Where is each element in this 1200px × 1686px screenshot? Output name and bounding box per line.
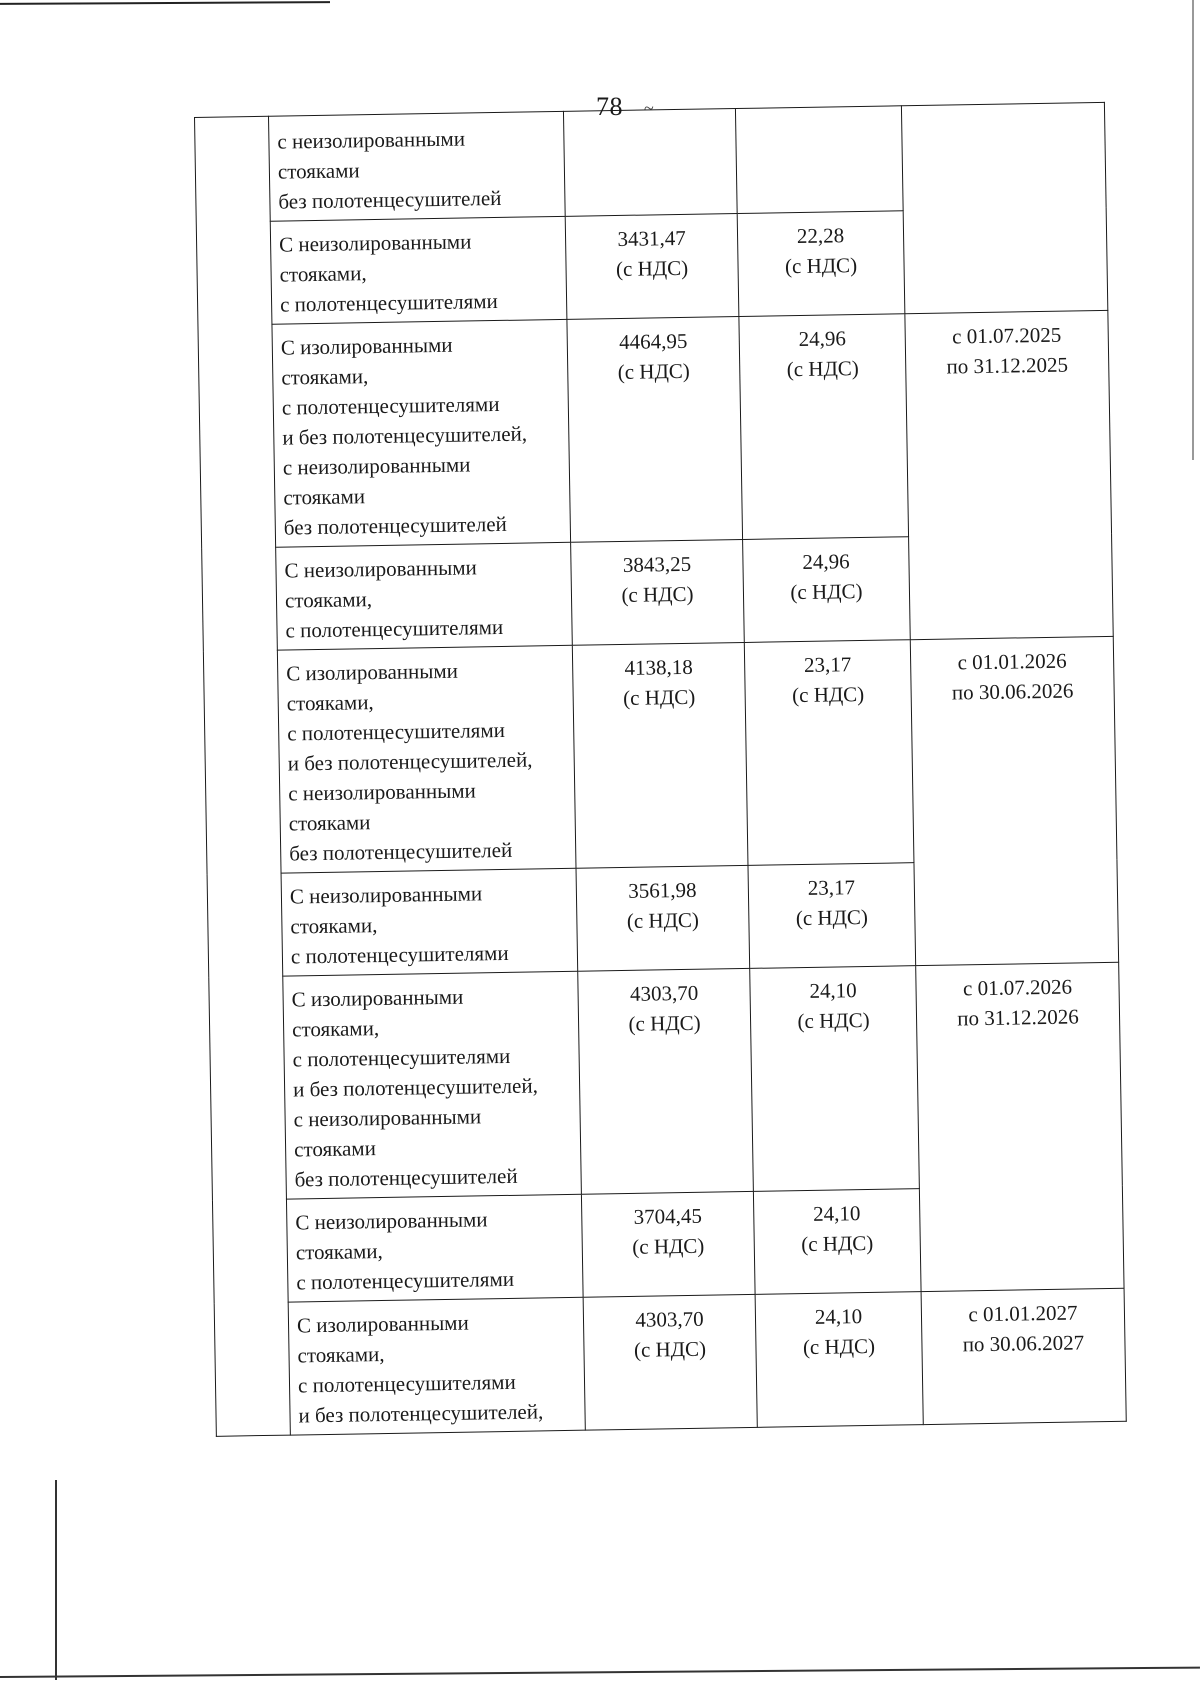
norm-cell [753, 1189, 921, 1295]
tariff-table-wrapper [194, 102, 1127, 1538]
description-line: С неизолированными [289, 881, 483, 909]
description-cell [270, 216, 567, 324]
norm-value: 24,96 [802, 549, 850, 574]
description-line: С неизолированными [278, 229, 472, 257]
description-line: С изолированными [291, 984, 464, 1012]
table-row [209, 962, 1123, 1200]
price-vat-note: (с НДС) [615, 255, 689, 282]
description-line: стояками, [297, 1342, 385, 1368]
price-value: 4303,70 [629, 980, 699, 1006]
description-line: стояками, [291, 1016, 380, 1042]
description-line: с полотенцесушителями [281, 391, 500, 420]
description-line: с неизолированными [288, 778, 476, 806]
description-line: стояками [288, 810, 371, 836]
description-cell [286, 1194, 583, 1302]
price-value [572, 117, 727, 120]
table-row [203, 636, 1117, 874]
price-cell [581, 1191, 755, 1297]
norm-value: 24,10 [809, 978, 857, 1003]
description-cell [272, 319, 571, 547]
price-vat-note [572, 117, 727, 120]
norm-vat-note: (с НДС) [784, 253, 858, 279]
norm-value: 24,96 [798, 326, 847, 352]
description-line: с полотенцесушителями [279, 288, 498, 317]
description-line: и без полотенцесушителей, [287, 747, 533, 776]
description-line: стояками, [281, 364, 369, 390]
description-cell [276, 542, 573, 650]
description-line: С изолированными [280, 332, 453, 360]
scan-edge-right [1192, 0, 1194, 460]
price-vat-note: (с НДС) [633, 1336, 707, 1362]
description-line: с полотенцесушителями [285, 614, 504, 643]
description-line: с неизолированными [293, 1104, 482, 1132]
scan-edge-top [0, 1, 330, 5]
price-cell [571, 539, 745, 645]
period-start: с 01.01.2027 [968, 1300, 1078, 1327]
description-line: с неизолированными [282, 452, 471, 480]
description-line: С изолированными [286, 658, 459, 686]
norm-value: 22,28 [796, 223, 845, 249]
period-start: с 01.07.2026 [962, 974, 1073, 1001]
period-end: по 30.06.2027 [962, 1330, 1085, 1357]
description-line: с полотенцесушителями [296, 1266, 515, 1295]
norm-vat-note: (с НДС) [790, 578, 863, 605]
description-line: с полотенцесушителями [297, 1369, 516, 1398]
period-start: с 01.01.2026 [957, 648, 1067, 675]
description-line: С неизолированными [284, 555, 477, 583]
description-line: стояками [293, 1136, 377, 1162]
norm-value: 24,10 [814, 1304, 863, 1329]
norm-cell [748, 863, 916, 969]
table-row [198, 310, 1112, 548]
description-cell [283, 971, 582, 1199]
description-line: стояками, [295, 1239, 383, 1265]
price-value: 4138,18 [624, 654, 694, 680]
description-line: стояками, [286, 690, 374, 716]
norm-cell [743, 537, 911, 643]
norm-value: 23,17 [807, 875, 856, 900]
description-line: С изолированными [296, 1310, 469, 1338]
price-cell [572, 642, 748, 868]
price-value: 3431,47 [617, 225, 686, 251]
period-cell [910, 636, 1118, 965]
price-vat-note: (с НДС) [628, 1010, 701, 1036]
norm-vat-note: (с НДС) [795, 904, 869, 931]
description-line: без полотенцесушителей [278, 185, 502, 214]
price-vat-note: (с НДС) [621, 581, 694, 607]
period-end: по 30.06.2026 [951, 678, 1074, 705]
norm-cell [737, 211, 905, 317]
period-cell [921, 1288, 1126, 1424]
price-cell [565, 214, 739, 320]
period-cell [916, 962, 1124, 1291]
description-line: и без полотенцесушителей, [292, 1073, 539, 1102]
price-cell [578, 968, 754, 1194]
norm-cell [739, 314, 909, 540]
period-cell [901, 102, 1107, 313]
price-value: 4464,95 [618, 328, 688, 354]
description-line: стояками, [279, 261, 367, 287]
price-cell [583, 1294, 757, 1430]
price-vat-note: (с НДС) [622, 684, 696, 710]
norm-cell [744, 640, 914, 866]
scan-edge-left [55, 1480, 57, 1680]
tariff-table [194, 102, 1127, 1437]
period-end [910, 111, 1096, 114]
description-cell [281, 868, 578, 976]
description-line: стояками [277, 158, 360, 184]
norm-vat-note: (с НДС) [802, 1333, 876, 1360]
page-number-mark: ~ [644, 98, 654, 118]
description-cell [288, 1297, 585, 1435]
description-line: стояками [283, 484, 366, 510]
norm-cell [750, 966, 920, 1192]
description-line: с неизолированными [277, 126, 466, 154]
price-value: 3561,98 [628, 877, 697, 903]
table-row [214, 1288, 1126, 1436]
period-cell [905, 310, 1113, 639]
period-end: по 31.12.2025 [946, 352, 1069, 379]
description-line: без полотенцесушителей [289, 837, 513, 866]
norm-vat-note: (с НДС) [786, 356, 859, 382]
description-line: с полотенцесушителями [287, 717, 506, 746]
price-cell [567, 316, 743, 542]
price-vat-note: (с НДС) [632, 1233, 705, 1259]
norm-vat-note: (с НДС) [791, 681, 865, 708]
norm-value [744, 114, 893, 116]
period-start [910, 111, 1096, 114]
description-cell [268, 111, 565, 221]
price-cell [563, 109, 737, 217]
description-line: без полотенцесушителей [283, 511, 508, 540]
scan-edge-bottom [0, 1667, 1200, 1678]
price-vat-note: (с НДС) [626, 907, 700, 933]
price-value: 4303,70 [635, 1306, 704, 1332]
price-vat-note: (с НДС) [617, 358, 691, 385]
description-cell [277, 645, 576, 873]
price-value: 3843,25 [622, 551, 692, 577]
price-cell [576, 865, 750, 971]
description-line: и без полотенцесушителей, [298, 1399, 544, 1428]
norm-vat-note: (с НДС) [801, 1230, 874, 1257]
description-line: с полотенцесушителями [290, 940, 509, 969]
norm-cell [755, 1292, 923, 1428]
norm-value: 24,10 [812, 1201, 861, 1226]
norm-cell [735, 106, 903, 214]
description-line: стояками, [284, 587, 373, 613]
tariff-table-body [195, 102, 1127, 1436]
norm-value: 23,17 [803, 652, 852, 677]
period-start: с 01.07.2025 [951, 322, 1062, 349]
page-number: 78 [596, 92, 623, 121]
description-line: стояками, [290, 913, 378, 939]
description-line: С неизолированными [295, 1207, 488, 1235]
description-line: и без полотенцесушителей, [282, 421, 528, 450]
norm-vat-note: (с НДС) [797, 1007, 870, 1034]
price-value: 3704,45 [633, 1203, 703, 1229]
description-line: с полотенцесушителями [292, 1043, 511, 1072]
period-end: по 31.12.2026 [957, 1004, 1079, 1031]
norm-vat-note [744, 114, 893, 116]
description-line: без полотенцесушителей [294, 1163, 518, 1192]
table-row [195, 102, 1107, 222]
